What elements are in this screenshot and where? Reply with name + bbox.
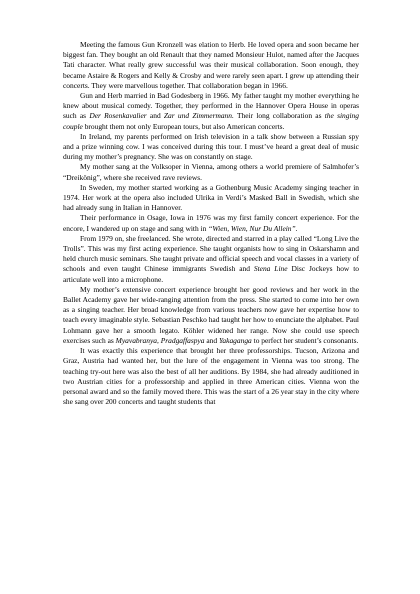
- text-run: to perfect her student’s consonants.: [251, 335, 359, 345]
- text-run: brought them not only European tours, but also American concerts.: [82, 121, 285, 131]
- paragraph: [63, 285, 359, 346]
- speech-exercise: Yakaganga: [218, 335, 252, 345]
- text-run: Their performance in Osage, Iowa in 1976 was my first family concert experience. For the encore, I wandered up on stage and sang with in: [63, 213, 359, 233]
- paragraph: [63, 234, 359, 285]
- text-run: Disc Jockeys how to articulate well into a microphone.: [63, 264, 359, 284]
- opera-title: Zar und Zimmermann.: [163, 111, 234, 121]
- text-run: My mother’s extensive concert experience brought her good reviews and her work in the Ballet Academy gave her wide-ranging attention from the press. She started to come into her own as a singing teacher. Her broad knowledge from various teachers now gave her expertise how to teach every imaginable style. Sebastian Peschko had taught her how to enunciate the alphabet. Paul Lohmann gave her a smooth legato. Köhler widened her range. Now she could use speech exercises such as: [63, 284, 359, 345]
- text-run: My mother sang at the Volksoper in Vienna, among others a world premiere of Salmhofer’s “Dreikönig”, where she received rave reviews.: [63, 162, 359, 182]
- company-name: Stena Line: [253, 264, 288, 274]
- text-run: Their long collaboration as: [233, 111, 325, 121]
- text-run: From 1979 on, she freelanced. She wrote, directed and starred in a play called “Long Live the Trolls”. This was my first acting experience. She taught organists how to sing in Oskarshamn and held church music seminars. She taught private and official speech and vocal classes in a variety of schools and even taught Chinese immigrants Swedish and: [63, 233, 359, 274]
- paragraph: [63, 132, 359, 163]
- text-run: and: [146, 111, 164, 121]
- opera-title: Der Rosenkavalier: [89, 111, 147, 121]
- paragraph: [63, 346, 359, 407]
- text-run: Meeting the famous Gun Kronzell was elation to Herb. He loved opera and soon became her biggest fan. They bought an old Renault that they named Monsieur Hulot, named after the Jacques Tati character. What really grew successful was their musical collaboration. Soon enough, they became Astaire & Rogers and Kelly & Crosby and were rarely seen apart. I grew up attending their concerts. They were marvellous together. That collaboration began in 1966.: [63, 40, 359, 90]
- paragraph: [63, 91, 359, 132]
- paragraph: [63, 162, 359, 182]
- text-run: In Ireland, my parents performed on Irish television in a talk show between a Russian spy and a prize winning cow. I was conceived during this tour. I must’ve heard a great deal of music during my mother’s pregnancy. She was on constantly on stage.: [63, 131, 359, 162]
- text-run: and: [204, 335, 219, 345]
- speech-exercise: Myavabranya, Pradgaffaspya: [115, 335, 205, 345]
- paragraph: [63, 213, 359, 233]
- paragraph: [63, 40, 359, 91]
- text-run: Gun and Herb married in Bad Godesberg in 1966. My father taught my mother everything he knew about musical comedy. Together, they performed in the Hannover Opera House in operas such as: [63, 91, 359, 121]
- text-run: In Sweden, my mother started working as a Gothenburg Music Academy singing teacher in 1974. Her work at the opera also included Ulrika in Verdi’s Masked Ball in Swedish, which she had already sung in Italian in Hannover.: [63, 182, 359, 213]
- document-page: [63, 40, 359, 585]
- song-title: “Wien, Wien, Nur Du Allein”.: [208, 223, 298, 233]
- text-run: It was exactly this experience that brought her three professorships. Tucson, Arizona and Graz, Austria had wanted her, but the lure of the engagement in Vienna was too strong. The teaching try-out here was also the best of all her auditions. By 1984, she had already auditioned in two Austrian cities for a professorship and applied in three American cities. Vienna won the personal award and so the family moved there. This was the start of a 26 year stay in the city where she sang over 200 concerts and taught students that: [63, 346, 359, 407]
- italic-phrase: the singing couple: [63, 111, 359, 131]
- paragraph: [63, 183, 359, 214]
